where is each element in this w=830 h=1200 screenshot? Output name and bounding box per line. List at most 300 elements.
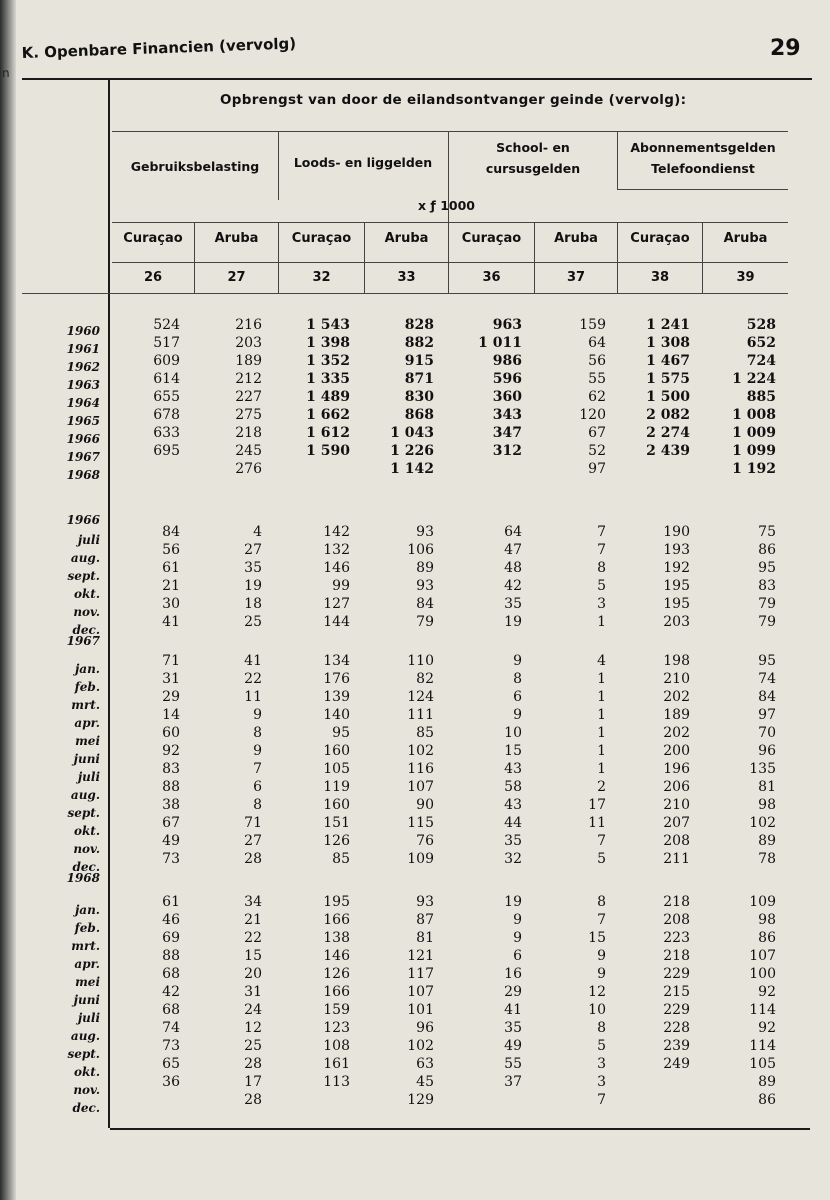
table-cell: 1 575 bbox=[646, 371, 690, 387]
row-label: jan. bbox=[74, 903, 100, 917]
table-cell: 1 192 bbox=[732, 461, 776, 477]
table-cell: 6 bbox=[513, 689, 522, 705]
col-number: 26 bbox=[143, 270, 163, 285]
table-cell: 134 bbox=[323, 653, 350, 669]
table-cell: 64 bbox=[588, 335, 606, 351]
table-cell: 105 bbox=[323, 761, 350, 777]
table-cell: 88 bbox=[162, 948, 180, 964]
table-cell: 3 bbox=[597, 1056, 606, 1072]
row-label: 1964 bbox=[66, 396, 100, 410]
table-cell: 360 bbox=[492, 389, 522, 405]
table-cell: 95 bbox=[332, 725, 350, 741]
table-cell: 20 bbox=[244, 966, 262, 982]
table-cell: 695 bbox=[153, 443, 180, 459]
subtitle-rule bbox=[112, 131, 788, 132]
table-cell: 35 bbox=[504, 1020, 522, 1036]
table-cell: 146 bbox=[323, 560, 350, 576]
table-cell: 1 500 bbox=[646, 389, 690, 405]
table-cell: 81 bbox=[758, 779, 776, 795]
table-cell: 58 bbox=[504, 779, 522, 795]
table-cell: 95 bbox=[758, 653, 776, 669]
table-cell: 245 bbox=[235, 443, 262, 459]
table-cell: 193 bbox=[663, 542, 690, 558]
table-cell: 132 bbox=[323, 542, 350, 558]
col-number: 33 bbox=[397, 270, 416, 285]
row-label: 1965 bbox=[66, 414, 100, 428]
table-cell: 206 bbox=[663, 779, 690, 795]
group-loods-liggelden: Loods- en liggelden bbox=[293, 155, 433, 170]
table-cell: 212 bbox=[235, 371, 262, 387]
table-cell: 218 bbox=[663, 948, 690, 964]
table-cell: 84 bbox=[416, 596, 434, 612]
table-cell: 19 bbox=[504, 614, 522, 630]
col-header-curacao: Curaçao bbox=[291, 231, 352, 246]
row-label: okt. bbox=[73, 824, 100, 838]
table-cell: 63 bbox=[416, 1056, 434, 1072]
table-cell: 8 bbox=[597, 560, 606, 576]
table-cell: 652 bbox=[746, 335, 776, 351]
table-cell: 159 bbox=[323, 1002, 350, 1018]
table-cell: 200 bbox=[663, 743, 690, 759]
table-cell: 5 bbox=[597, 851, 606, 867]
table-cell: 115 bbox=[407, 815, 434, 831]
facing-page-text: n bbox=[1, 65, 10, 81]
table-cell: 276 bbox=[235, 461, 262, 477]
row-label: aug. bbox=[70, 1029, 100, 1043]
row-label: feb. bbox=[74, 680, 100, 694]
table-cell: 9 bbox=[513, 930, 522, 946]
row-label: dec. bbox=[72, 623, 100, 637]
header-rule bbox=[22, 78, 812, 80]
table-cell: 75 bbox=[758, 524, 776, 540]
table-cell: 98 bbox=[758, 912, 776, 928]
table-cell: 89 bbox=[758, 1074, 776, 1090]
table-cell: 228 bbox=[663, 1020, 690, 1036]
table-cell: 78 bbox=[758, 851, 776, 867]
table-cell: 120 bbox=[579, 407, 606, 423]
table-cell: 113 bbox=[323, 1074, 350, 1090]
table-cell: 151 bbox=[323, 815, 350, 831]
table-cell: 71 bbox=[162, 653, 180, 669]
table-cell: 107 bbox=[407, 984, 434, 1000]
table-cell: 96 bbox=[758, 743, 776, 759]
table-cell: 1 335 bbox=[306, 371, 350, 387]
table-cell: 216 bbox=[235, 317, 262, 333]
table-cell: 108 bbox=[323, 1038, 350, 1054]
col-number: 27 bbox=[227, 270, 246, 285]
row-label: sept. bbox=[67, 806, 100, 820]
table-cell: 1 308 bbox=[646, 335, 690, 351]
table-cell: 5 bbox=[597, 1038, 606, 1054]
table-cell: 12 bbox=[244, 1020, 262, 1036]
table-cell: 223 bbox=[663, 930, 690, 946]
table-cell: 27 bbox=[244, 542, 262, 558]
table-cell: 9 bbox=[253, 707, 262, 723]
row-label: mei bbox=[75, 734, 100, 748]
table-cell: 61 bbox=[162, 560, 180, 576]
table-cell: 34 bbox=[244, 894, 262, 910]
table-cell: 19 bbox=[244, 578, 262, 594]
row-label: mei bbox=[75, 975, 100, 989]
table-cell: 117 bbox=[407, 966, 434, 982]
row-label: juli bbox=[77, 533, 100, 547]
table-cell: 208 bbox=[663, 912, 690, 928]
table-cell: 89 bbox=[416, 560, 434, 576]
table-cell: 83 bbox=[758, 578, 776, 594]
table-cell: 97 bbox=[758, 707, 776, 723]
table-cell: 84 bbox=[162, 524, 180, 540]
table-cell: 2 082 bbox=[646, 407, 690, 423]
row-label: juni bbox=[73, 752, 100, 766]
table-cell: 121 bbox=[407, 948, 434, 964]
table-cell: 28 bbox=[244, 851, 262, 867]
section-title: K. Openbare Financien (vervolg) bbox=[21, 34, 297, 62]
table-cell: 25 bbox=[244, 614, 262, 630]
table-cell: 55 bbox=[504, 1056, 522, 1072]
table-cell: 79 bbox=[416, 614, 434, 630]
table-cell: 343 bbox=[492, 407, 522, 423]
table-cell: 126 bbox=[323, 966, 350, 982]
table-cell: 8 bbox=[253, 725, 262, 741]
table-cell: 17 bbox=[244, 1074, 262, 1090]
table-cell: 102 bbox=[407, 743, 434, 759]
table-cell: 524 bbox=[153, 317, 180, 333]
table-cell: 22 bbox=[244, 671, 262, 687]
group-gebruiksbelasting: Gebruiksbelasting bbox=[130, 159, 260, 174]
colhead-top-rule bbox=[112, 222, 788, 223]
table-cell: 7 bbox=[597, 1092, 606, 1108]
table-cell: 124 bbox=[407, 689, 434, 705]
table-cell: 60 bbox=[162, 725, 180, 741]
table-cell: 64 bbox=[504, 524, 522, 540]
table-cell: 86 bbox=[758, 542, 776, 558]
row-label: juli bbox=[77, 1011, 100, 1025]
table-cell: 1 352 bbox=[306, 353, 350, 369]
table-cell: 2 439 bbox=[646, 443, 690, 459]
table-cell: 11 bbox=[244, 689, 262, 705]
row-label: mrt. bbox=[71, 698, 100, 712]
table-cell: 102 bbox=[749, 815, 776, 831]
table-cell: 14 bbox=[162, 707, 180, 723]
table-cell: 963 bbox=[492, 317, 522, 333]
table-cell: 76 bbox=[416, 833, 434, 849]
table-cell: 3 bbox=[597, 596, 606, 612]
table-cell: 8 bbox=[253, 797, 262, 813]
table-cell: 21 bbox=[162, 578, 180, 594]
table-cell: 203 bbox=[235, 335, 262, 351]
table-cell: 127 bbox=[323, 596, 350, 612]
table-cell: 11 bbox=[588, 815, 606, 831]
table-cell: 98 bbox=[758, 797, 776, 813]
col-header-curacao: Curaçao bbox=[461, 231, 522, 246]
table-cell: 517 bbox=[153, 335, 180, 351]
table-cell: 871 bbox=[404, 371, 434, 387]
table-cell: 43 bbox=[504, 797, 522, 813]
table-cell: 195 bbox=[323, 894, 350, 910]
row-label: okt. bbox=[73, 587, 100, 601]
table-cell: 192 bbox=[663, 560, 690, 576]
row-label: apr. bbox=[74, 957, 100, 971]
table-cell: 161 bbox=[323, 1056, 350, 1072]
table-cell: 107 bbox=[749, 948, 776, 964]
table-cell: 724 bbox=[746, 353, 776, 369]
table-cell: 31 bbox=[244, 984, 262, 1000]
table-cell: 82 bbox=[416, 671, 434, 687]
table-cell: 86 bbox=[758, 1092, 776, 1108]
table-cell: 1 398 bbox=[306, 335, 350, 351]
table-cell: 1 226 bbox=[390, 443, 434, 459]
table-cell: 915 bbox=[404, 353, 434, 369]
table-cell: 79 bbox=[758, 596, 776, 612]
table-cell: 107 bbox=[407, 779, 434, 795]
table-cell: 109 bbox=[749, 894, 776, 910]
table-cell: 678 bbox=[153, 407, 180, 423]
table-cell: 87 bbox=[416, 912, 434, 928]
row-label: mrt. bbox=[71, 939, 100, 953]
table-cell: 218 bbox=[663, 894, 690, 910]
table-cell: 88 bbox=[162, 779, 180, 795]
table-cell: 102 bbox=[407, 1038, 434, 1054]
table-cell: 609 bbox=[153, 353, 180, 369]
table-cell: 41 bbox=[162, 614, 180, 630]
table-cell: 596 bbox=[492, 371, 522, 387]
table-cell: 1 011 bbox=[478, 335, 522, 351]
table-cell: 28 bbox=[244, 1092, 262, 1108]
table-cell: 47 bbox=[504, 542, 522, 558]
table-cell: 215 bbox=[663, 984, 690, 1000]
table-cell: 44 bbox=[504, 815, 522, 831]
table-cell: 347 bbox=[492, 425, 522, 441]
table-cell: 61 bbox=[162, 894, 180, 910]
col-header-curacao: Curaçao bbox=[123, 231, 183, 246]
table-cell: 198 bbox=[663, 653, 690, 669]
table-cell: 8 bbox=[513, 671, 522, 687]
table-cell: 176 bbox=[323, 671, 350, 687]
table-cell: 142 bbox=[323, 524, 350, 540]
table-cell: 7 bbox=[253, 761, 262, 777]
table-cell: 32 bbox=[504, 851, 522, 867]
row-label: 1968 bbox=[66, 871, 100, 885]
table-cell: 275 bbox=[235, 407, 262, 423]
col-number: 37 bbox=[566, 270, 586, 285]
table-cell: 1 009 bbox=[732, 425, 776, 441]
table-cell: 10 bbox=[588, 1002, 606, 1018]
row-label: nov. bbox=[73, 1083, 100, 1097]
table-cell: 29 bbox=[162, 689, 180, 705]
row-label: juli bbox=[77, 770, 100, 784]
table-cell: 633 bbox=[153, 425, 180, 441]
facing-page-edge bbox=[0, 0, 16, 1200]
table-cell: 160 bbox=[323, 797, 350, 813]
table-cell: 1 bbox=[597, 725, 606, 741]
table-cell: 46 bbox=[162, 912, 180, 928]
col-number: 38 bbox=[650, 270, 670, 285]
table-cell: 17 bbox=[588, 797, 606, 813]
table-cell: 1 bbox=[597, 761, 606, 777]
table-cell: 48 bbox=[504, 560, 522, 576]
table-cell: 35 bbox=[504, 596, 522, 612]
row-label: 1967 bbox=[66, 634, 100, 648]
table-cell: 93 bbox=[416, 524, 434, 540]
table-cell: 211 bbox=[663, 851, 690, 867]
row-label: 1961 bbox=[66, 342, 100, 356]
col-header-curacao: Curaçao bbox=[630, 231, 690, 246]
table-cell: 43 bbox=[504, 761, 522, 777]
row-label: apr. bbox=[74, 716, 100, 730]
table-cell: 100 bbox=[749, 966, 776, 982]
col-header-aruba: Aruba bbox=[214, 231, 259, 246]
row-label: 1963 bbox=[66, 378, 100, 392]
table-cell: 56 bbox=[162, 542, 180, 558]
table-cell: 882 bbox=[404, 335, 434, 351]
table-cell: 9 bbox=[513, 912, 522, 928]
table-cell: 196 bbox=[663, 761, 690, 777]
row-label: sept. bbox=[67, 1047, 100, 1061]
table-cell: 79 bbox=[758, 614, 776, 630]
table-cell: 614 bbox=[153, 371, 180, 387]
table-cell: 195 bbox=[663, 578, 690, 594]
table-cell: 9 bbox=[597, 966, 606, 982]
table-cell: 15 bbox=[504, 743, 522, 759]
group-rule-right bbox=[618, 189, 788, 190]
table-cell: 49 bbox=[162, 833, 180, 849]
table-cell: 1 008 bbox=[732, 407, 776, 423]
table-cell: 67 bbox=[588, 425, 606, 441]
table-cell: 28 bbox=[244, 1056, 262, 1072]
table-cell: 203 bbox=[663, 614, 690, 630]
table-cell: 95 bbox=[758, 560, 776, 576]
table-cell: 4 bbox=[253, 524, 262, 540]
table-cell: 1 662 bbox=[306, 407, 350, 423]
table-cell: 15 bbox=[244, 948, 262, 964]
row-label: aug. bbox=[70, 551, 100, 565]
table-cell: 7 bbox=[597, 524, 606, 540]
table-cell: 71 bbox=[244, 815, 262, 831]
table-cell: 1 bbox=[597, 689, 606, 705]
row-label: 1960 bbox=[66, 324, 100, 338]
table-cell: 68 bbox=[162, 966, 180, 982]
table-cell: 140 bbox=[323, 707, 350, 723]
table-cell: 21 bbox=[244, 912, 262, 928]
table-cell: 109 bbox=[407, 851, 434, 867]
table-cell: 1 241 bbox=[646, 317, 690, 333]
table-cell: 70 bbox=[758, 725, 776, 741]
colhead-bottom-rule bbox=[22, 293, 788, 294]
table-cell: 4 bbox=[597, 653, 606, 669]
table-cell: 111 bbox=[407, 707, 434, 723]
table-cell: 8 bbox=[597, 1020, 606, 1036]
table-cell: 19 bbox=[504, 894, 522, 910]
group-abonnementsgelden: Abonnementsgelden Telefoondienst bbox=[630, 140, 776, 176]
table-cell: 31 bbox=[162, 671, 180, 687]
table-cell: 81 bbox=[416, 930, 434, 946]
table-cell: 5 bbox=[597, 578, 606, 594]
table-cell: 3 bbox=[597, 1074, 606, 1090]
table-cell: 114 bbox=[749, 1002, 776, 1018]
col-number: 36 bbox=[482, 270, 501, 285]
table-cell: 22 bbox=[244, 930, 262, 946]
table-cell: 1 467 bbox=[646, 353, 690, 369]
table-cell: 90 bbox=[416, 797, 434, 813]
table-cell: 139 bbox=[323, 689, 350, 705]
table-cell: 89 bbox=[758, 833, 776, 849]
table-cell: 1 489 bbox=[306, 389, 350, 405]
table-cell: 7 bbox=[597, 912, 606, 928]
table-cell: 56 bbox=[588, 353, 606, 369]
table-cell: 55 bbox=[588, 371, 606, 387]
table-cell: 16 bbox=[504, 966, 522, 982]
table-cell: 93 bbox=[416, 894, 434, 910]
table-cell: 119 bbox=[323, 779, 350, 795]
table-cell: 25 bbox=[244, 1038, 262, 1054]
table-cell: 1 bbox=[597, 614, 606, 630]
table-cell: 1 224 bbox=[732, 371, 776, 387]
table-cell: 74 bbox=[162, 1020, 180, 1036]
table-cell: 110 bbox=[407, 653, 434, 669]
table-cell: 208 bbox=[663, 833, 690, 849]
table-cell: 123 bbox=[323, 1020, 350, 1036]
table-cell: 96 bbox=[416, 1020, 434, 1036]
table-cell: 18 bbox=[244, 596, 262, 612]
table-cell: 9 bbox=[513, 707, 522, 723]
table-cell: 218 bbox=[235, 425, 262, 441]
row-label: 1962 bbox=[66, 360, 100, 374]
table-cell: 1 043 bbox=[390, 425, 434, 441]
table-cell: 239 bbox=[663, 1038, 690, 1054]
table-cell: 67 bbox=[162, 815, 180, 831]
row-label: sept. bbox=[67, 569, 100, 583]
table-cell: 6 bbox=[253, 779, 262, 795]
col-header-aruba: Aruba bbox=[384, 231, 429, 246]
group-school-cursusgelden: School- en cursusgelden bbox=[485, 140, 581, 176]
table-cell: 868 bbox=[404, 407, 434, 423]
table-cell: 9 bbox=[513, 653, 522, 669]
table-cell: 10 bbox=[504, 725, 522, 741]
table-cell: 1 099 bbox=[732, 443, 776, 459]
table-cell: 159 bbox=[579, 317, 606, 333]
table-cell: 135 bbox=[749, 761, 776, 777]
table-cell: 1 bbox=[597, 707, 606, 723]
table-cell: 1 bbox=[597, 671, 606, 687]
table-cell: 1 bbox=[597, 743, 606, 759]
table-cell: 73 bbox=[162, 851, 180, 867]
table-cell: 166 bbox=[323, 984, 350, 1000]
table-cell: 7 bbox=[597, 542, 606, 558]
table-cell: 655 bbox=[153, 389, 180, 405]
table-cell: 146 bbox=[323, 948, 350, 964]
row-label: 1967 bbox=[66, 450, 100, 464]
table-cell: 166 bbox=[323, 912, 350, 928]
row-label: jan. bbox=[74, 662, 100, 676]
row-label: 1968 bbox=[66, 468, 100, 482]
table-cell: 69 bbox=[162, 930, 180, 946]
col-number: 32 bbox=[312, 270, 331, 285]
row-label: 1966 bbox=[66, 432, 100, 446]
table-cell: 30 bbox=[162, 596, 180, 612]
table-cell: 1 543 bbox=[306, 317, 350, 333]
table-cell: 129 bbox=[407, 1092, 434, 1108]
table-cell: 106 bbox=[407, 542, 434, 558]
page-number: 29 bbox=[770, 36, 801, 61]
table-cell: 92 bbox=[758, 1020, 776, 1036]
table-cell: 227 bbox=[235, 389, 262, 405]
col-header-aruba: Aruba bbox=[554, 231, 598, 246]
table-cell: 207 bbox=[663, 815, 690, 831]
table-cell: 38 bbox=[162, 797, 180, 813]
table-cell: 1 142 bbox=[390, 461, 434, 477]
table-cell: 986 bbox=[492, 353, 522, 369]
unit-label: x ƒ 1000 bbox=[418, 198, 475, 213]
